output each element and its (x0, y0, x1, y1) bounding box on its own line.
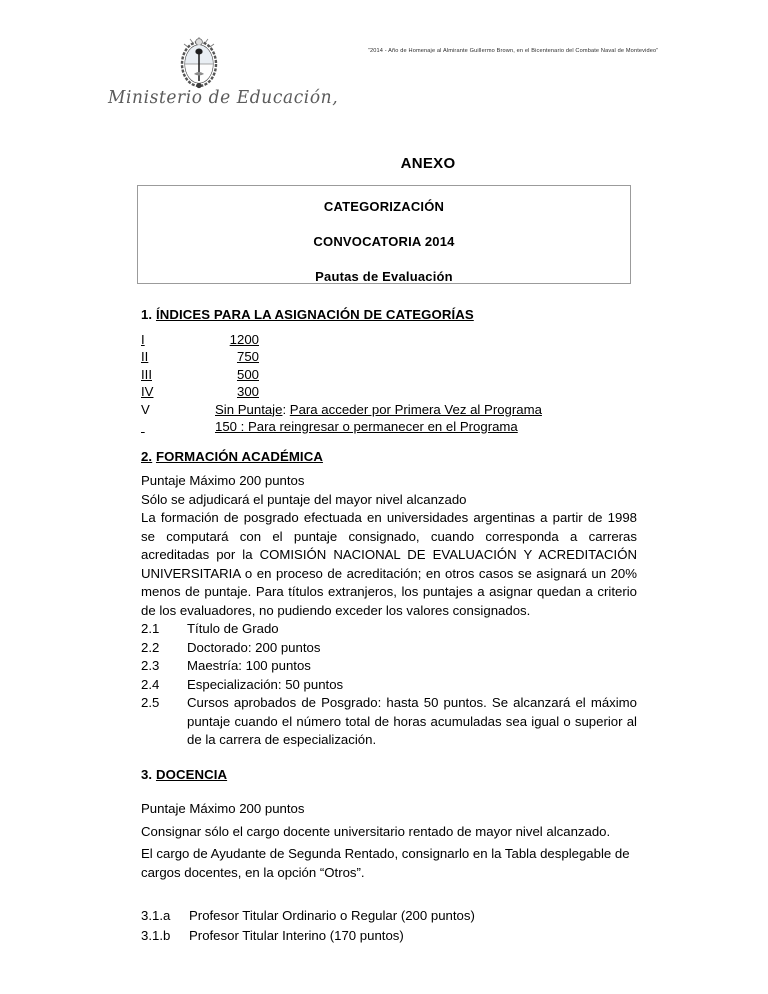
table-row (141, 418, 542, 436)
index-category: IV (141, 384, 154, 399)
index-note (259, 348, 542, 366)
table-row (141, 383, 542, 401)
section-1-heading (141, 306, 637, 325)
list-item (141, 694, 637, 750)
section-3-items (141, 906, 637, 945)
index-category: II (141, 349, 149, 364)
section-3-heading (141, 766, 637, 785)
section-3-number: 3. (141, 766, 153, 782)
section-3-line-1: Puntaje Máximo 200 puntos (141, 801, 305, 816)
list-item-number: 2.1 (141, 621, 160, 636)
list-item-text: Cursos aprobados de Posgrado: hasta 50 puntos. Se alcanzará el máximo puntaje cuando el número total de horas acumuladas sea igual o superior al de la carrera de especialización. (187, 695, 637, 747)
list-item-number: 3.1.b (141, 927, 171, 943)
list-item-number: 2.4 (141, 676, 160, 692)
section-2-number: 2. (141, 448, 153, 464)
section-2-line-2: Sólo se adjudicará el puntaje del mayor nivel alcanzado (141, 491, 467, 507)
table-row (141, 366, 542, 384)
list-item (141, 906, 637, 926)
index-value: 300 (236, 384, 259, 399)
frame-line-convocatoria: CONVOCATORIA 2014 (313, 234, 455, 249)
section-2-items (141, 620, 637, 750)
category-index-table (141, 331, 542, 436)
table-row (141, 331, 542, 349)
list-item (141, 676, 637, 695)
table-row (141, 348, 542, 366)
table-row (141, 401, 542, 419)
section-2-paragraph: La formación de posgrado efectuada en universidades argentinas a partir de 1998 se computará con el puntaje consignado, cuando corresponda a carreras acreditadas por la COMISIÓN NACIONAL DE EVALUACIÓN Y ACREDITACIÓN UNIVERSITARIA o en proceso de acreditación; en otros casos se asignará un 20% menos de puntaje. Para títulos extranjeros, los puntajes a asignar quedan a criterio de los evaluadores, no pudiendo exceder los valores consignados. (141, 510, 637, 618)
section-3-title: DOCENCIA (155, 766, 228, 782)
index-note (215, 401, 542, 419)
section-2-line-1: Puntaje Máximo 200 puntos (141, 473, 305, 488)
list-item (141, 926, 637, 946)
index-note-second: 150 : Para reingresar o permanecer en el Programa (215, 419, 518, 434)
index-note-sep: : (282, 401, 290, 417)
index-value: 1200 (229, 331, 259, 347)
index-note-text: Para acceder por Primera Vez al Programa (289, 401, 542, 417)
list-item-text: Maestría: 100 puntos (187, 658, 311, 673)
index-category: V (141, 401, 150, 417)
index-value: 500 (236, 366, 259, 382)
list-item (141, 639, 637, 658)
list-item (141, 620, 637, 639)
list-item-text: Título de Grado (187, 621, 279, 636)
list-item-number: 2.2 (141, 639, 160, 655)
index-spacer (141, 418, 215, 436)
heading-frame-box (137, 185, 631, 284)
section-3-line-2: Consignar sólo el cargo docente universitario rentado de mayor nivel alcanzado. (141, 823, 611, 839)
list-item-text: Doctorado: 200 puntos (187, 639, 321, 655)
letterhead (100, 30, 760, 125)
index-value: 750 (236, 349, 259, 364)
section-1-title: ÍNDICES PARA LA ASIGNACIÓN DE CATEGORÍAS (155, 307, 474, 322)
ministry-name: Ministerio de Educación, (108, 87, 339, 109)
list-item-number: 2.3 (141, 658, 160, 673)
index-category: III (141, 366, 152, 382)
list-item-text: Especialización: 50 puntos (187, 676, 344, 692)
index-note (259, 366, 542, 384)
page-title-text: ANEXO (400, 155, 456, 172)
section-3-line-3: El cargo de Ayudante de Segunda Rentado, consignarlo en la Tabla desplegable de cargos docentes, en la opción “Otros”. (141, 846, 630, 880)
index-category: I (141, 331, 145, 347)
section-2-heading (141, 448, 637, 467)
header-motto: “2014 - Año de Homenaje al Almirante Guillermo Brown, en el Bicentenario del Combate Naval de Montevideo” (368, 48, 659, 54)
frame-line-categorizacion: CATEGORIZACIÓN (323, 199, 445, 214)
argentina-coat-of-arms-icon (178, 34, 220, 92)
list-item-text: Profesor Titular Interino (170 puntos) (189, 927, 404, 943)
index-note (259, 383, 542, 401)
list-item-number: 2.5 (141, 695, 160, 710)
index-note (259, 331, 542, 349)
page-title (0, 155, 768, 172)
list-item (141, 657, 637, 676)
section-2-title: FORMACIÓN ACADÉMICA (155, 448, 323, 464)
frame-line-pautas: Pautas de Evaluación (315, 269, 453, 284)
index-note-label: Sin Puntaje (215, 401, 283, 417)
list-item-text: Profesor Titular Ordinario o Regular (200 puntos) (189, 908, 475, 923)
document-body (141, 306, 637, 945)
list-item-number: 3.1.a (141, 908, 171, 923)
section-1-number: 1. (141, 307, 153, 322)
